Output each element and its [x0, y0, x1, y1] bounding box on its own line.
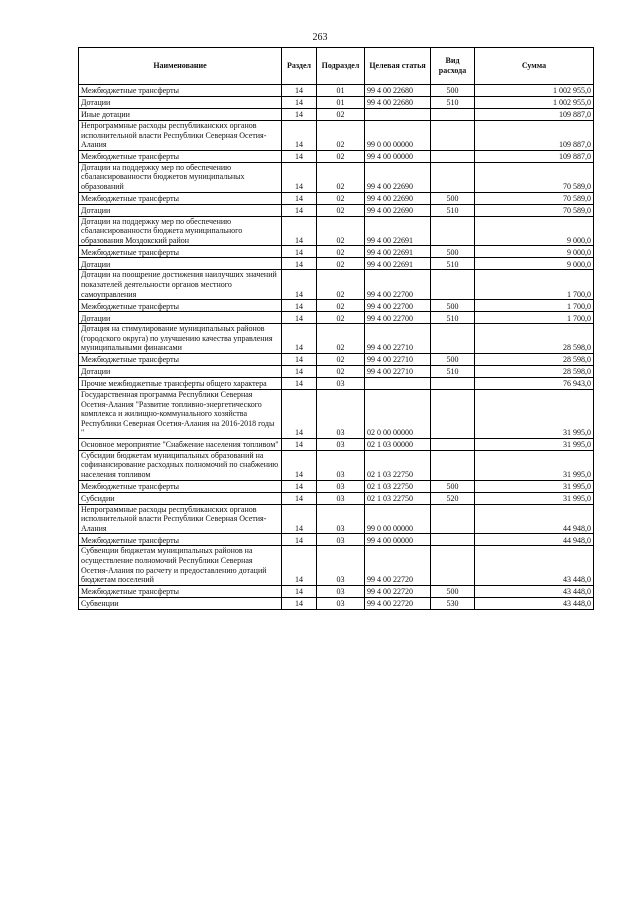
row-subsection-cell: 02	[317, 162, 365, 192]
row-name-cell: Межбюджетные трансферты	[79, 585, 282, 597]
row-subsection-cell: 02	[317, 353, 365, 365]
table-row	[79, 121, 594, 151]
row-expense-type-cell	[431, 450, 475, 480]
row-subsection-cell: 02	[317, 204, 365, 216]
header-name: Наименование	[79, 48, 282, 85]
row-expense-type-cell: 500	[431, 85, 475, 97]
row-name-cell: Субсидии бюджетам муниципальных образований на софинансирование расходных полномочий по снабжению населения топливом	[79, 450, 282, 480]
row-amount-cell: 31 995,0	[475, 450, 594, 480]
row-name-cell: Дотации	[79, 97, 282, 109]
row-amount-cell: 76 943,0	[475, 377, 594, 389]
row-expense-type-cell	[431, 324, 475, 354]
row-amount-cell: 9 000,0	[475, 216, 594, 246]
row-name-cell: Межбюджетные трансферты	[79, 480, 282, 492]
row-name-cell: Межбюджетные трансферты	[79, 246, 282, 258]
row-article-cell: 99 4 00 22690	[365, 204, 431, 216]
row-section-cell: 14	[282, 377, 317, 389]
row-expense-type-cell: 500	[431, 246, 475, 258]
row-section-cell: 14	[282, 450, 317, 480]
row-subsection-cell: 02	[317, 300, 365, 312]
row-name-cell: Межбюджетные трансферты	[79, 192, 282, 204]
table-row	[79, 204, 594, 216]
table-row	[79, 324, 594, 354]
table-row	[79, 546, 594, 585]
table-row	[79, 270, 594, 300]
row-amount-cell: 31 995,0	[475, 480, 594, 492]
row-name-cell: Дотации	[79, 204, 282, 216]
row-name-cell: Дотации	[79, 312, 282, 324]
table-row	[79, 162, 594, 192]
table-row	[79, 246, 594, 258]
row-expense-type-cell: 500	[431, 300, 475, 312]
table-row	[79, 492, 594, 504]
row-section-cell: 14	[282, 365, 317, 377]
row-amount-cell: 44 948,0	[475, 534, 594, 546]
page-number: 263	[312, 32, 328, 43]
row-subsection-cell: 03	[317, 480, 365, 492]
row-subsection-cell: 03	[317, 377, 365, 389]
row-subsection-cell: 02	[317, 109, 365, 121]
row-amount-cell: 9 000,0	[475, 258, 594, 270]
row-expense-type-cell	[431, 109, 475, 121]
row-subsection-cell: 03	[317, 534, 365, 546]
row-name-cell: Межбюджетные трансферты	[79, 150, 282, 162]
table-row	[79, 597, 594, 609]
table-row	[79, 300, 594, 312]
row-amount-cell: 1 002 955,0	[475, 97, 594, 109]
row-section-cell: 14	[282, 585, 317, 597]
row-name-cell: Основное мероприятие "Снабжение населения топливом"	[79, 438, 282, 450]
budget-table	[78, 47, 594, 610]
row-expense-type-cell	[431, 216, 475, 246]
row-name-cell: Дотации	[79, 258, 282, 270]
row-name-cell: Государственная программа Республики Северная Осетия-Алания "Развитие топливно-энергетического комплекса и жилищно-коммунального хозяйства Республики Северная Осетия-Алания на 2016-2018 годы "	[79, 389, 282, 438]
row-name-cell: Межбюджетные трансферты	[79, 300, 282, 312]
row-article-cell: 99 4 00 22680	[365, 97, 431, 109]
row-expense-type-cell: 520	[431, 492, 475, 504]
row-article-cell: 99 0 00 00000	[365, 504, 431, 534]
row-section-cell: 14	[282, 192, 317, 204]
row-expense-type-cell	[431, 377, 475, 389]
row-article-cell: 02 1 03 22750	[365, 492, 431, 504]
row-article-cell: 99 4 00 22700	[365, 270, 431, 300]
row-expense-type-cell: 510	[431, 312, 475, 324]
row-article-cell: 99 4 00 22710	[365, 365, 431, 377]
row-section-cell: 14	[282, 389, 317, 438]
row-subsection-cell: 02	[317, 121, 365, 151]
row-name-cell: Непрограммные расходы республиканских органов исполнительной власти Республики Северная Осетия-Алания	[79, 121, 282, 151]
row-amount-cell: 1 002 955,0	[475, 85, 594, 97]
row-name-cell: Дотации на поощрение достижения наилучших значений показателей деятельности органов местного самоуправления	[79, 270, 282, 300]
row-subsection-cell: 02	[317, 312, 365, 324]
row-expense-type-cell	[431, 546, 475, 585]
row-expense-type-cell	[431, 438, 475, 450]
table-row	[79, 97, 594, 109]
row-section-cell: 14	[282, 109, 317, 121]
table-row	[79, 216, 594, 246]
row-name-cell: Дотации	[79, 365, 282, 377]
table-row	[79, 450, 594, 480]
header-expense-type: Вид расхода	[431, 48, 475, 85]
row-article-cell: 02 1 03 22750	[365, 450, 431, 480]
row-subsection-cell: 03	[317, 450, 365, 480]
row-article-cell: 99 0 00 00000	[365, 121, 431, 151]
row-section-cell: 14	[282, 204, 317, 216]
row-article-cell: 02 1 03 22750	[365, 480, 431, 492]
row-section-cell: 14	[282, 534, 317, 546]
row-amount-cell: 44 948,0	[475, 504, 594, 534]
table-row	[79, 109, 594, 121]
row-article-cell: 99 4 00 22691	[365, 216, 431, 246]
row-amount-cell: 1 700,0	[475, 300, 594, 312]
row-article-cell: 99 4 00 22710	[365, 324, 431, 354]
row-section-cell: 14	[282, 504, 317, 534]
row-article-cell: 99 4 00 22691	[365, 246, 431, 258]
row-expense-type-cell: 500	[431, 192, 475, 204]
row-amount-cell: 31 995,0	[475, 389, 594, 438]
table-row	[79, 365, 594, 377]
row-article-cell: 99 4 00 22691	[365, 258, 431, 270]
row-subsection-cell: 03	[317, 585, 365, 597]
row-amount-cell: 109 887,0	[475, 109, 594, 121]
row-section-cell: 14	[282, 546, 317, 585]
row-expense-type-cell: 500	[431, 480, 475, 492]
table-row	[79, 585, 594, 597]
row-article-cell: 99 4 00 22710	[365, 353, 431, 365]
row-expense-type-cell	[431, 162, 475, 192]
row-section-cell: 14	[282, 216, 317, 246]
row-name-cell: Межбюджетные трансферты	[79, 353, 282, 365]
row-amount-cell: 1 700,0	[475, 270, 594, 300]
row-section-cell: 14	[282, 312, 317, 324]
row-section-cell: 14	[282, 270, 317, 300]
table-row	[79, 258, 594, 270]
row-amount-cell: 43 448,0	[475, 597, 594, 609]
header-article: Целевая статья	[365, 48, 431, 85]
row-amount-cell: 28 598,0	[475, 365, 594, 377]
table-row	[79, 85, 594, 97]
table-row	[79, 504, 594, 534]
row-subsection-cell: 02	[317, 324, 365, 354]
row-amount-cell: 43 448,0	[475, 546, 594, 585]
row-section-cell: 14	[282, 258, 317, 270]
row-article-cell: 99 4 00 22720	[365, 546, 431, 585]
row-subsection-cell: 02	[317, 192, 365, 204]
row-expense-type-cell	[431, 534, 475, 546]
row-subsection-cell: 02	[317, 258, 365, 270]
row-section-cell: 14	[282, 121, 317, 151]
row-amount-cell: 31 995,0	[475, 438, 594, 450]
row-name-cell: Дотации на поддержку мер по обеспечению сбалансированности бюджета муниципального образования Моздокский район	[79, 216, 282, 246]
row-section-cell: 14	[282, 324, 317, 354]
row-subsection-cell: 01	[317, 97, 365, 109]
row-amount-cell: 109 887,0	[475, 150, 594, 162]
row-section-cell: 14	[282, 300, 317, 312]
row-expense-type-cell	[431, 389, 475, 438]
row-amount-cell: 70 589,0	[475, 192, 594, 204]
row-expense-type-cell	[431, 270, 475, 300]
row-subsection-cell: 01	[317, 85, 365, 97]
row-article-cell: 99 4 00 00000	[365, 150, 431, 162]
row-article-cell: 99 4 00 22720	[365, 597, 431, 609]
row-name-cell: Дотация на стимулирование муниципальных районов (городского округа) по улучшению качества управления муниципальными финансами	[79, 324, 282, 354]
row-section-cell: 14	[282, 246, 317, 258]
row-amount-cell: 70 589,0	[475, 162, 594, 192]
row-section-cell: 14	[282, 438, 317, 450]
row-subsection-cell: 03	[317, 546, 365, 585]
table-row	[79, 312, 594, 324]
row-amount-cell: 28 598,0	[475, 324, 594, 354]
row-section-cell: 14	[282, 150, 317, 162]
row-section-cell: 14	[282, 480, 317, 492]
row-article-cell: 99 4 00 00000	[365, 534, 431, 546]
row-amount-cell: 28 598,0	[475, 353, 594, 365]
header-subsection: Подраздел	[317, 48, 365, 85]
table-row	[79, 192, 594, 204]
row-name-cell: Субвенции	[79, 597, 282, 609]
row-subsection-cell: 03	[317, 597, 365, 609]
row-subsection-cell: 02	[317, 216, 365, 246]
row-section-cell: 14	[282, 162, 317, 192]
row-expense-type-cell: 510	[431, 365, 475, 377]
row-amount-cell: 31 995,0	[475, 492, 594, 504]
row-section-cell: 14	[282, 353, 317, 365]
header-row	[79, 48, 594, 85]
row-expense-type-cell	[431, 121, 475, 151]
row-subsection-cell: 02	[317, 270, 365, 300]
row-name-cell: Межбюджетные трансферты	[79, 534, 282, 546]
row-amount-cell: 70 589,0	[475, 204, 594, 216]
row-subsection-cell: 02	[317, 246, 365, 258]
row-subsection-cell: 03	[317, 492, 365, 504]
row-amount-cell: 109 887,0	[475, 121, 594, 151]
header-amount: Сумма	[475, 48, 594, 85]
table-row	[79, 438, 594, 450]
row-article-cell	[365, 377, 431, 389]
table-row	[79, 150, 594, 162]
row-name-cell: Межбюджетные трансферты	[79, 85, 282, 97]
row-section-cell: 14	[282, 85, 317, 97]
row-subsection-cell: 02	[317, 365, 365, 377]
row-expense-type-cell: 510	[431, 258, 475, 270]
row-name-cell: Непрограммные расходы республиканских органов исполнительной власти Республики Северная Осетия-Алания	[79, 504, 282, 534]
row-article-cell: 99 4 00 22700	[365, 300, 431, 312]
row-section-cell: 14	[282, 597, 317, 609]
row-name-cell: Субвенции бюджетам муниципальных районов на осуществление полномочий Республики Северная Осетия-Алания по расчету и предоставлению дотаций бюджетам поселений	[79, 546, 282, 585]
row-section-cell: 14	[282, 492, 317, 504]
row-article-cell	[365, 109, 431, 121]
row-article-cell: 02 0 00 00000	[365, 389, 431, 438]
table-row	[79, 377, 594, 389]
row-name-cell: Субсидии	[79, 492, 282, 504]
row-subsection-cell: 03	[317, 504, 365, 534]
table-row	[79, 353, 594, 365]
table-row	[79, 534, 594, 546]
row-subsection-cell: 03	[317, 389, 365, 438]
row-subsection-cell: 02	[317, 150, 365, 162]
row-expense-type-cell: 500	[431, 353, 475, 365]
row-name-cell: Прочие межбюджетные трансферты общего характера	[79, 377, 282, 389]
table-row	[79, 389, 594, 438]
row-name-cell: Дотации на поддержку мер по обеспечению сбалансированности бюджетов муниципальных образований	[79, 162, 282, 192]
row-expense-type-cell: 510	[431, 204, 475, 216]
row-article-cell: 02 1 03 00000	[365, 438, 431, 450]
row-expense-type-cell: 530	[431, 597, 475, 609]
row-amount-cell: 9 000,0	[475, 246, 594, 258]
row-name-cell: Иные дотации	[79, 109, 282, 121]
row-amount-cell: 43 448,0	[475, 585, 594, 597]
row-article-cell: 99 4 00 22690	[365, 192, 431, 204]
row-amount-cell: 1 700,0	[475, 312, 594, 324]
row-article-cell: 99 4 00 22720	[365, 585, 431, 597]
header-section: Раздел	[282, 48, 317, 85]
row-subsection-cell: 03	[317, 438, 365, 450]
table-row	[79, 480, 594, 492]
row-section-cell: 14	[282, 97, 317, 109]
row-article-cell: 99 4 00 22700	[365, 312, 431, 324]
row-expense-type-cell: 510	[431, 97, 475, 109]
row-expense-type-cell: 500	[431, 585, 475, 597]
row-expense-type-cell	[431, 504, 475, 534]
row-article-cell: 99 4 00 22690	[365, 162, 431, 192]
row-article-cell: 99 4 00 22680	[365, 85, 431, 97]
row-expense-type-cell	[431, 150, 475, 162]
